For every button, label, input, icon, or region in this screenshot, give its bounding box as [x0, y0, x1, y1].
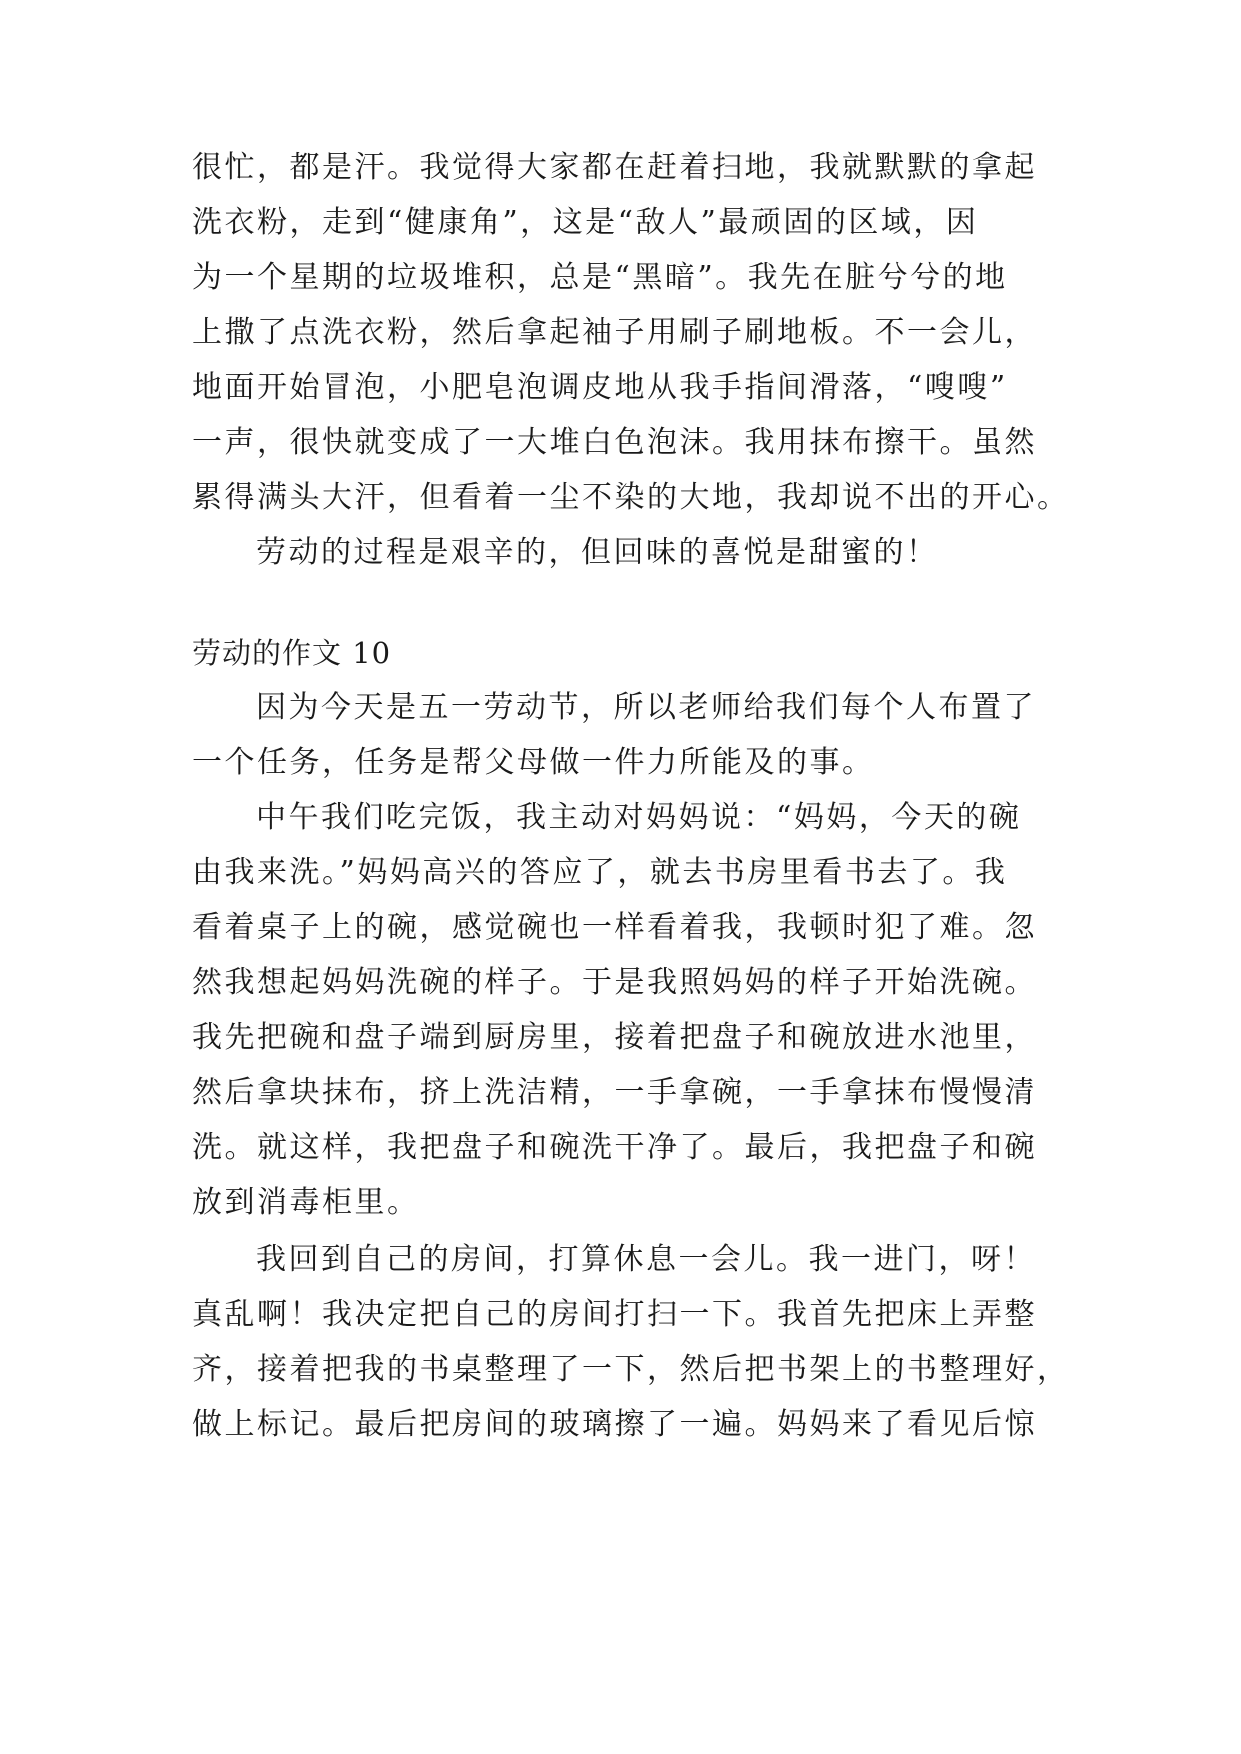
text-line: 由我来洗。”妈妈高兴的答应了，就去书房里看书去了。我 — [192, 855, 1008, 890]
closing-line: 劳动的过程是艰辛的，但回味的喜悦是甜蜜的！ — [256, 535, 939, 570]
text-line: 上撒了点洗衣粉，然后拿起袖子用刷子刷地板。不一会儿， — [192, 315, 1037, 350]
text-line: 洗。就这样，我把盘子和碗洗干净了。最后，我把盘子和碗 — [192, 1130, 1037, 1165]
text-line: 一个任务，任务是帮父母做一件力所能及的事。 — [192, 745, 875, 780]
text-line: 为一个星期的垃圾堆积，总是“黑暗”。我先在脏兮兮的地 — [192, 260, 1008, 295]
text-line: 我回到自己的房间，打算休息一会儿。我一进门，呀！ — [256, 1242, 1036, 1277]
text-line: 然后拿块抹布，挤上洗洁精，一手拿碗，一手拿抹布慢慢清 — [192, 1075, 1037, 1110]
text-line: 然我想起妈妈洗碗的样子。于是我照妈妈的样子开始洗碗。 — [192, 965, 1037, 1000]
text-line: 放到消毒柜里。 — [192, 1185, 420, 1220]
text-line: 真乱啊！我决定把自己的房间打扫一下。我首先把床上弄整 — [192, 1297, 1037, 1332]
text-line: 看着桌子上的碗，感觉碗也一样看着我，我顿时犯了难。忽 — [192, 910, 1037, 945]
text-line: 洗衣粉，走到“健康角”，这是“敌人”最顽固的区域，因 — [192, 205, 979, 240]
text-line: 中午我们吃完饭，我主动对妈妈说：“妈妈，今天的碗 — [256, 800, 1022, 835]
essay-title: 劳动的作文 10 — [192, 636, 392, 670]
text-line: 齐，接着把我的书桌整理了一下，然后把书架上的书整理好， — [192, 1352, 1070, 1387]
text-line: 一声，很快就变成了一大堆白色泡沫。我用抹布擦干。虽然 — [192, 425, 1037, 460]
text-line: 很忙，都是汗。我觉得大家都在赶着扫地，我就默默的拿起 — [192, 150, 1037, 185]
text-line: 地面开始冒泡，小肥皂泡调皮地从我手指间滑落，“嗖嗖” — [192, 370, 1008, 405]
text-line: 我先把碗和盘子端到厨房里，接着把盘子和碗放进水池里， — [192, 1020, 1037, 1055]
text-line: 因为今天是五一劳动节，所以老师给我们每个人布置了 — [256, 690, 1036, 725]
text-line: 做上标记。最后把房间的玻璃擦了一遍。妈妈来了看见后惊 — [192, 1407, 1037, 1442]
text-line: 累得满头大汗，但看着一尘不染的大地，我却说不出的开心。 — [192, 480, 1070, 515]
